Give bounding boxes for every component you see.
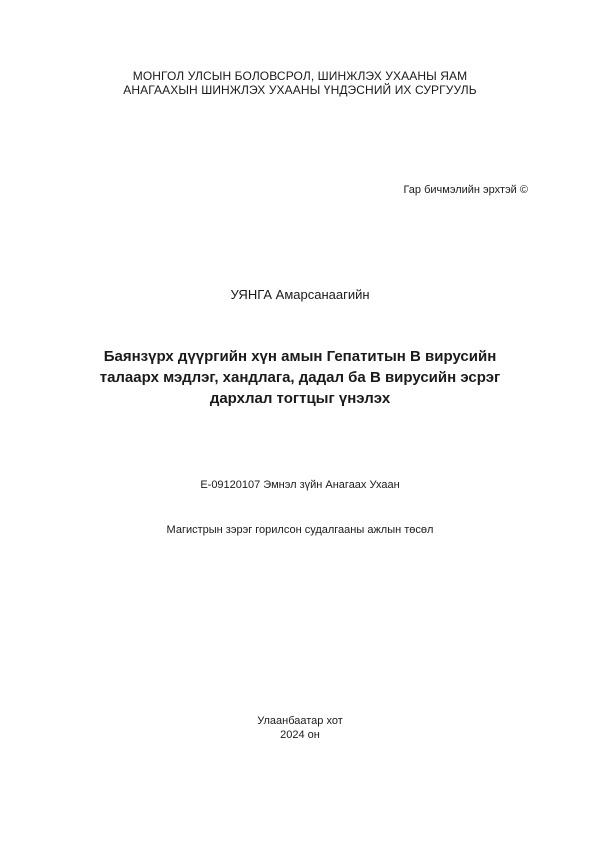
place-and-year [0,714,600,742]
ministry-name: МОНГОЛ УЛСЫН БОЛОВСРОЛ, ШИНЖЛЭХ УХААНЫ ЯАМ [132,69,468,83]
author-name: УЯНГА Амарсанаагийн [230,287,370,302]
thesis-title-line: Баянзүрх дүүргийн хүн амын Гепатитын В вирусийн [103,348,497,365]
year: 2024 он [280,729,320,741]
specialty-code: E-09120107 Эмнэл зүйн Анагаах Ухаан [200,479,400,491]
copyright-notice: Гар бичмэлийн эрхтэй © [403,184,528,196]
thesis-title [60,346,540,409]
thesis-title-line: дархлал тогтцыг үнэлэх [209,390,391,407]
thesis-title-line: талаарх мэдлэг, хандлага, дадал ба В вирусийн эсрэг [99,369,501,386]
university-name: АНАГААХЫН ШИНЖЛЭХ УХААНЫ ҮНДЭСНИЙ ИХ СУРГУУЛЬ [123,83,477,97]
city-name: Улаанбаатар хот [257,715,343,727]
institution-header [0,69,600,97]
degree-description: Магистрын зэрэг горилсон судалгааны ажлын төсөл [166,524,434,536]
